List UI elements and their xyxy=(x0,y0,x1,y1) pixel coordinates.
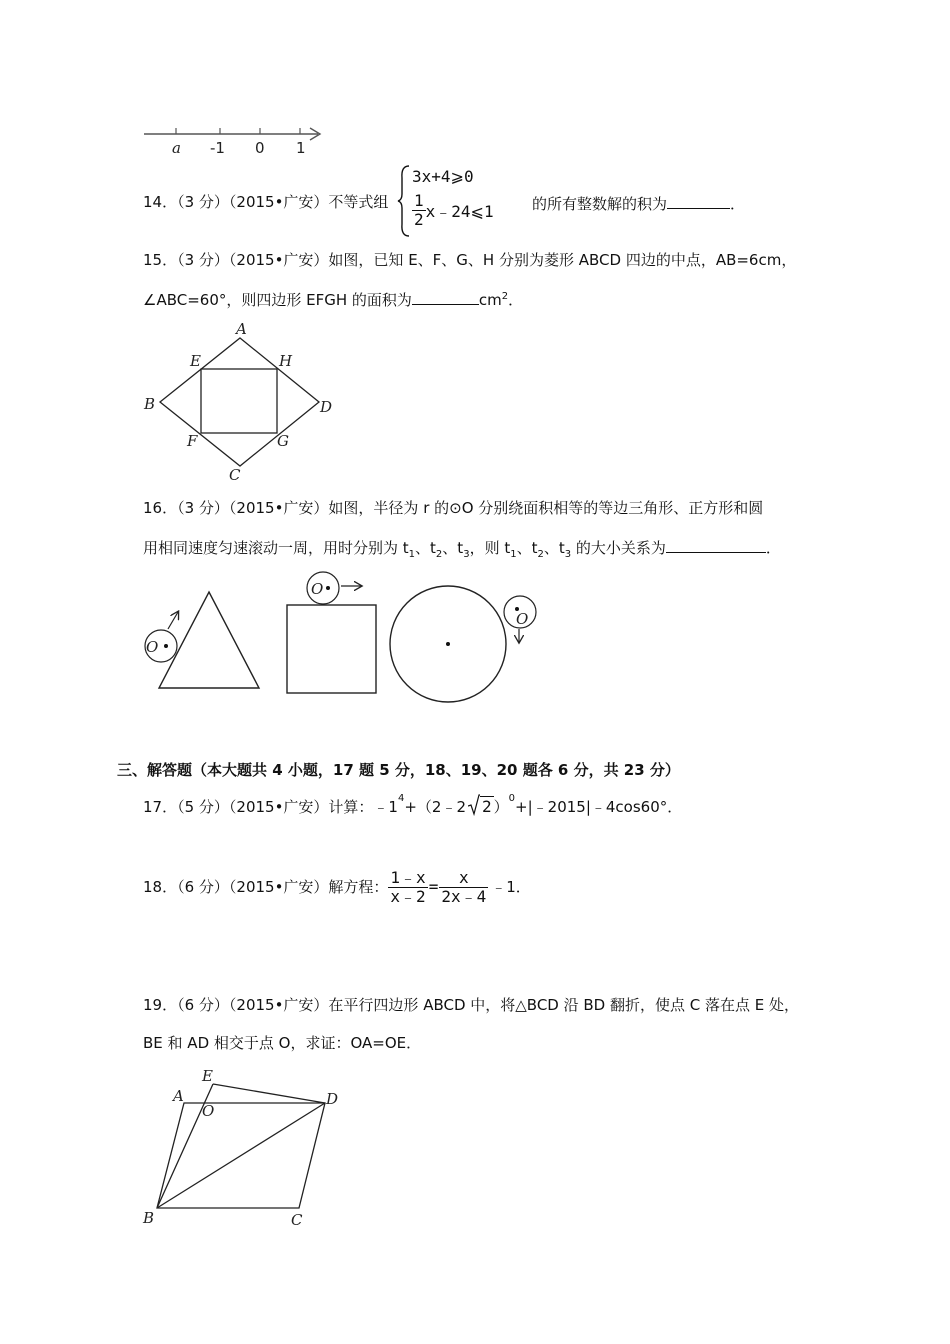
question-19-line-2: BE 和 AD 相交于点 O，求证：OA=OE． xyxy=(143,1034,422,1052)
parallelogram-label-B: B xyxy=(143,1209,155,1227)
circle-circle-label-O: O xyxy=(516,610,529,628)
square-circle-label-O: O xyxy=(311,580,324,598)
q16-text: 、t xyxy=(415,539,436,557)
rhombus-label-B: B xyxy=(144,395,156,413)
parallelogram-label-C: C xyxy=(291,1211,303,1229)
question-17 xyxy=(143,793,683,817)
q18-fraction-1: $\frac{1﹣x}{x﹣2}$ xyxy=(390,867,426,906)
numberline-label-0: 0 xyxy=(255,139,265,157)
numberline-label-neg1: -1 xyxy=(210,139,225,157)
q17-mid2: ） xyxy=(493,798,509,816)
parallelogram-label-A: A xyxy=(173,1087,184,1105)
rhombus-label-C: C xyxy=(229,466,241,484)
q14-prefix: 14．（3 分）（2015•广安）不等式组 xyxy=(143,193,389,211)
rhombus-figure xyxy=(138,318,338,486)
q15-answer-blank[interactable] xyxy=(412,288,479,305)
rolling-circles-figure xyxy=(138,570,548,705)
rhombus-label-A: A xyxy=(236,320,247,338)
question-16-line-2 xyxy=(143,536,781,565)
q16-sub: 2 xyxy=(435,549,443,560)
q16-text: 的大小关系为 xyxy=(571,539,666,557)
q15-unit: cm xyxy=(478,291,502,309)
q17-end: +|﹣2015|﹣4cos60°． xyxy=(515,798,683,816)
q18-end: ﹣1． xyxy=(491,878,531,896)
sqrt-sign xyxy=(468,797,494,817)
rhombus-label-F: F xyxy=(187,432,198,450)
q15-line2-pre: ∠ABC=60°，则四边形 EFGH 的面积为 xyxy=(143,291,412,309)
q14-inequality-2 xyxy=(412,192,494,229)
section-3-heading: 三、解答题（本大题共 4 小题，17 题 5 分，18、19、20 题各 6 分，共 23 分） xyxy=(117,761,680,779)
q16-text: 、t xyxy=(442,539,464,557)
q14-brace xyxy=(397,164,411,238)
q16-text: ，则 t xyxy=(469,539,511,557)
q17-pre: 17．（5 分）（2015•广安）计算：﹣1 xyxy=(143,798,398,816)
q16-end: ． xyxy=(765,539,781,557)
q16-sub: 3 xyxy=(564,549,572,560)
question-16-line-1: 16．（3 分）（2015•广安）如图，半径为 r 的⊙O 分别绕面积相等的等边三角形、正方形和圆 xyxy=(143,499,764,517)
q16-sub: 1 xyxy=(510,549,517,560)
rhombus-label-D: D xyxy=(320,398,333,416)
question-15-line-1: 15．（3 分）（2015•广安）如图，已知 E、F、G、H 分别为菱形 ABCD 四边的中点，AB=6cm， xyxy=(143,251,797,269)
q18-fraction-2: $\frac{x}{2x﹣4}$ xyxy=(441,867,487,906)
q17-sup: 0 xyxy=(508,793,516,804)
rhombus-label-G: G xyxy=(277,432,289,450)
q14-end: ． xyxy=(730,195,746,213)
q16-line2-pre: 用相同速度匀速滚动一周，用时分别为 t xyxy=(143,539,409,557)
sqrt-arg: 2 xyxy=(482,797,492,816)
question-18 xyxy=(143,865,531,909)
q15-end: ． xyxy=(508,291,524,309)
question-14 xyxy=(143,192,388,212)
question-15-line-2 xyxy=(143,287,523,310)
numberline-label-a: a xyxy=(172,139,181,157)
q18-equals: = xyxy=(428,877,439,896)
q16-answer-blank[interactable] xyxy=(666,536,766,553)
triangle-circle-label-O: O xyxy=(146,638,159,656)
q16-sub: 1 xyxy=(408,549,416,560)
q16-sub: 3 xyxy=(463,549,470,560)
q18-pre: 18．（6 分）（2015•广安）解方程： xyxy=(143,878,389,896)
q16-sub: 2 xyxy=(537,549,544,560)
rhombus-label-E: E xyxy=(190,352,201,370)
q17-mid: +（2﹣2 xyxy=(404,798,466,816)
q14-inequality-1: 3x+4⩾0 xyxy=(412,167,474,186)
q17-sup: 4 xyxy=(397,793,405,804)
q16-text: 、t xyxy=(516,539,538,557)
parallelogram-label-O: O xyxy=(202,1102,215,1120)
q14-inequality-2-rest: x﹣24⩽1 xyxy=(425,202,494,221)
q14-fraction: $\frac{1}{2}$ xyxy=(414,191,424,229)
question-19-line-1: 19．（6 分）（2015•广安）在平行四边形 ABCD 中，将△BCD 沿 BD 翻折，使点 C 落在点 E 处， xyxy=(143,996,800,1014)
numberline-label-1: 1 xyxy=(296,139,306,157)
q14-suffix-line xyxy=(532,192,745,214)
parallelogram-label-D: D xyxy=(326,1090,339,1108)
parallelogram-label-E: E xyxy=(202,1067,213,1085)
q14-suffix: 的所有整数解的积为 xyxy=(532,195,668,213)
q14-answer-blank[interactable] xyxy=(667,192,730,209)
q16-text: 、t xyxy=(543,539,565,557)
number-line-figure xyxy=(140,120,330,162)
rhombus-label-H: H xyxy=(279,352,293,370)
q15-unit-sup: 2 xyxy=(501,291,509,302)
parallelogram-figure xyxy=(138,1066,348,1231)
